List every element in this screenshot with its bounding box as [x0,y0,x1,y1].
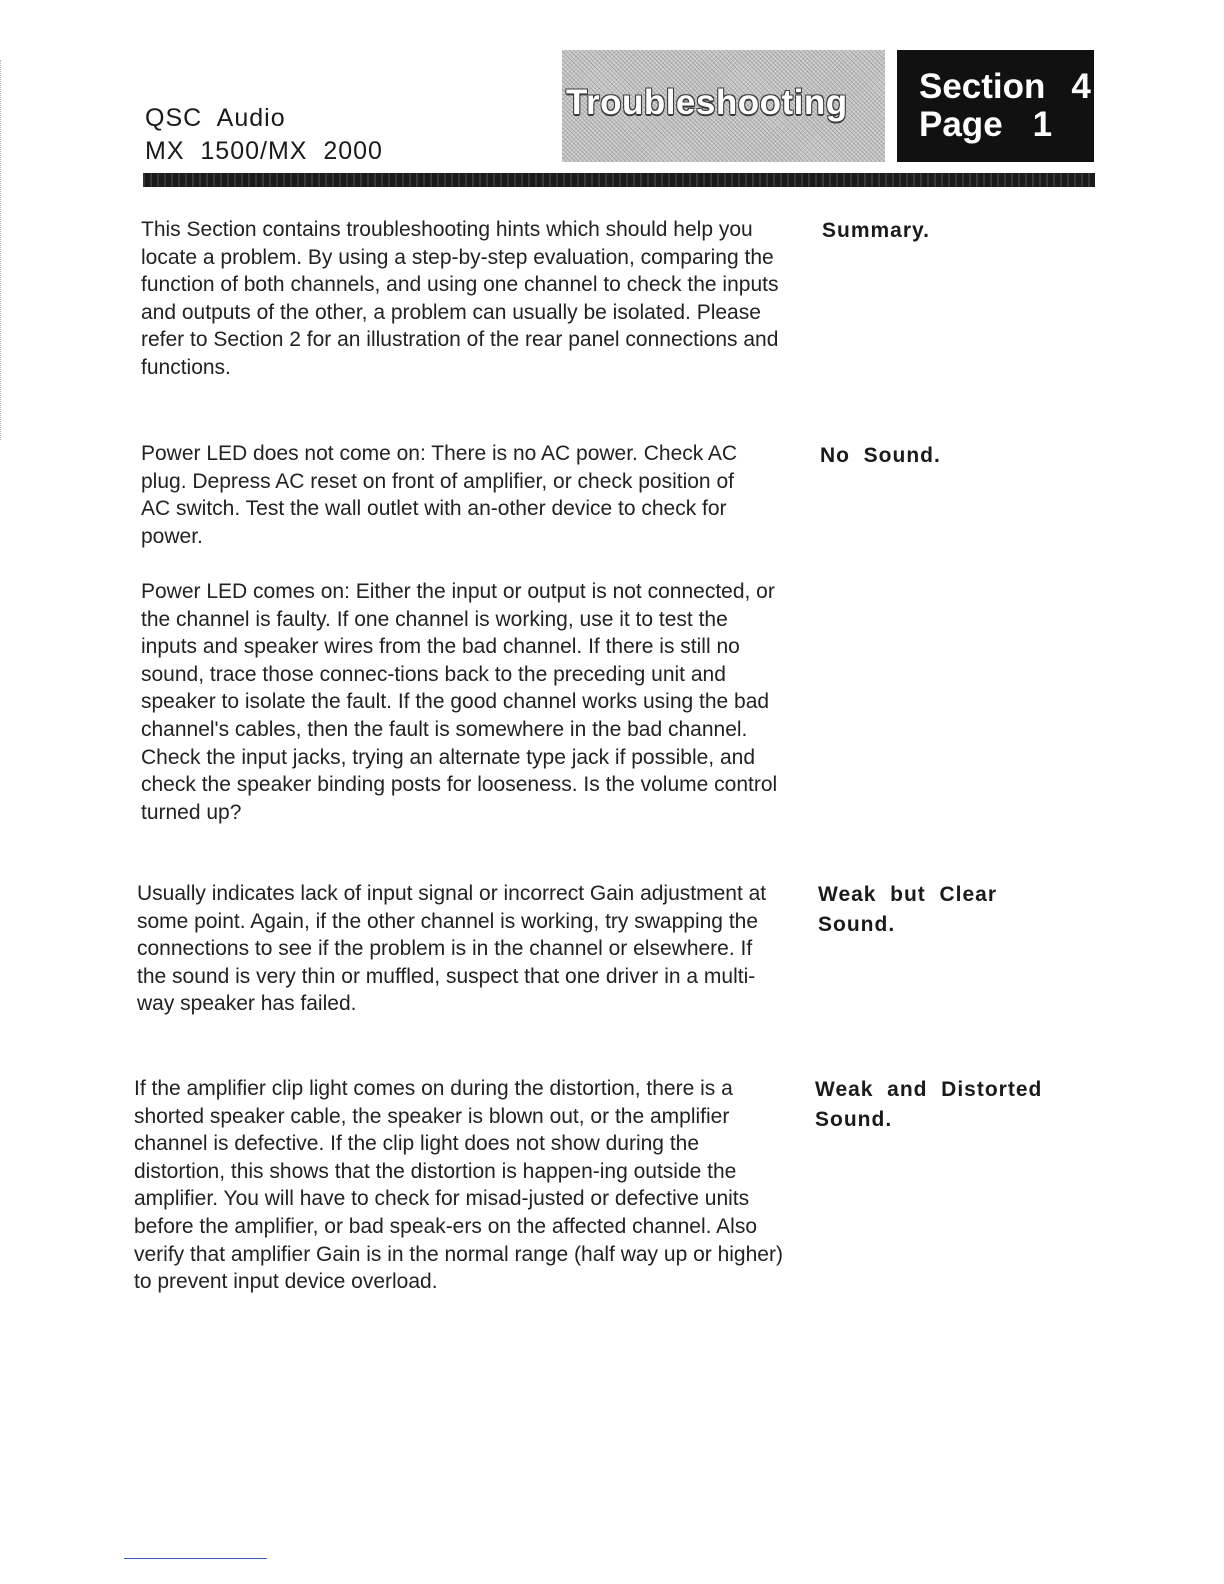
section-page-box [897,50,1094,162]
scan-edge-artifact [0,60,3,440]
summary-heading: Summary. [822,219,930,242]
weak-clear-heading: Weak but Clear Sound. [818,883,997,936]
document-header [145,102,383,168]
banner-title: Troubleshooting [566,83,848,122]
no-sound-paragraph: Power LED does not come on: There is no AC power. Check AC plug. Depress AC reset on front of amplifier, or check position of AC switch. Test the wall outlet with an-other device to check for power. [141,442,738,548]
page-label: Page [919,105,1003,144]
summary-paragraph: This Section contains troubleshooting hints which should help you locate a problem. By using a step-by-step evaluation, comparing the function of both channels, and using one channel to check the inputs and outputs of the other, a problem can usually be isolated. Please refer to Section 2 for an illustration of the rear panel connections and functions. [141,218,779,379]
page-number: 1 [1032,105,1053,144]
troubleshooting-banner [562,50,885,162]
power-led-paragraph: Power LED comes on: Either the input or output is not connected, or the channel is faulty. If one channel is working, use it to test the inputs and speaker wires from the bad channel. If there is still no sound, trace those connec-tions back to the preceding unit and speaker to isolate the fault. If the good channel works using the bad channel's cables, then the fault is somewhere in the bad channel. Check the input jacks, trying an alternate type jack if possible, and check the speaker binding posts for looseness. Is the volume control turned up? [141,580,778,824]
header-rule [143,173,1095,187]
weak-distorted-heading: Weak and Distorted Sound. [815,1078,1043,1131]
company-name: QSC Audio [145,104,286,132]
weak-clear-paragraph: Usually indicates lack of input signal or incorrect Gain adjustment at some point. Again, if the other channel is working, try swapping the connections to see if the problem is in the channel or elsewhere. If the sound is very thin or muffled, suspect that one driver in a multi-way speaker has failed. [137,882,767,1016]
section-label: Section [919,67,1046,106]
weak-distorted-paragraph: If the amplifier clip light comes on during the distortion, there is a shorted speaker cable, the speaker is blown out, or the amplifier channel is defective. If the clip light does not show during the distortion, this shows that the distortion is happen-ing outside the amplifier. You will have to check for misad-justed or defective units before the amplifier, or bad speak-ers on the affected channel. Also verify that amplifier Gain is in the normal range (half way up or higher) to prevent input device overload. [134,1077,783,1294]
model-name: MX 1500/MX 2000 [145,137,383,165]
section-number: 4 [1071,67,1091,106]
no-sound-heading: No Sound. [820,444,941,467]
page-row [919,106,1094,144]
footer-line [124,1558,267,1559]
section-row [919,68,1094,106]
